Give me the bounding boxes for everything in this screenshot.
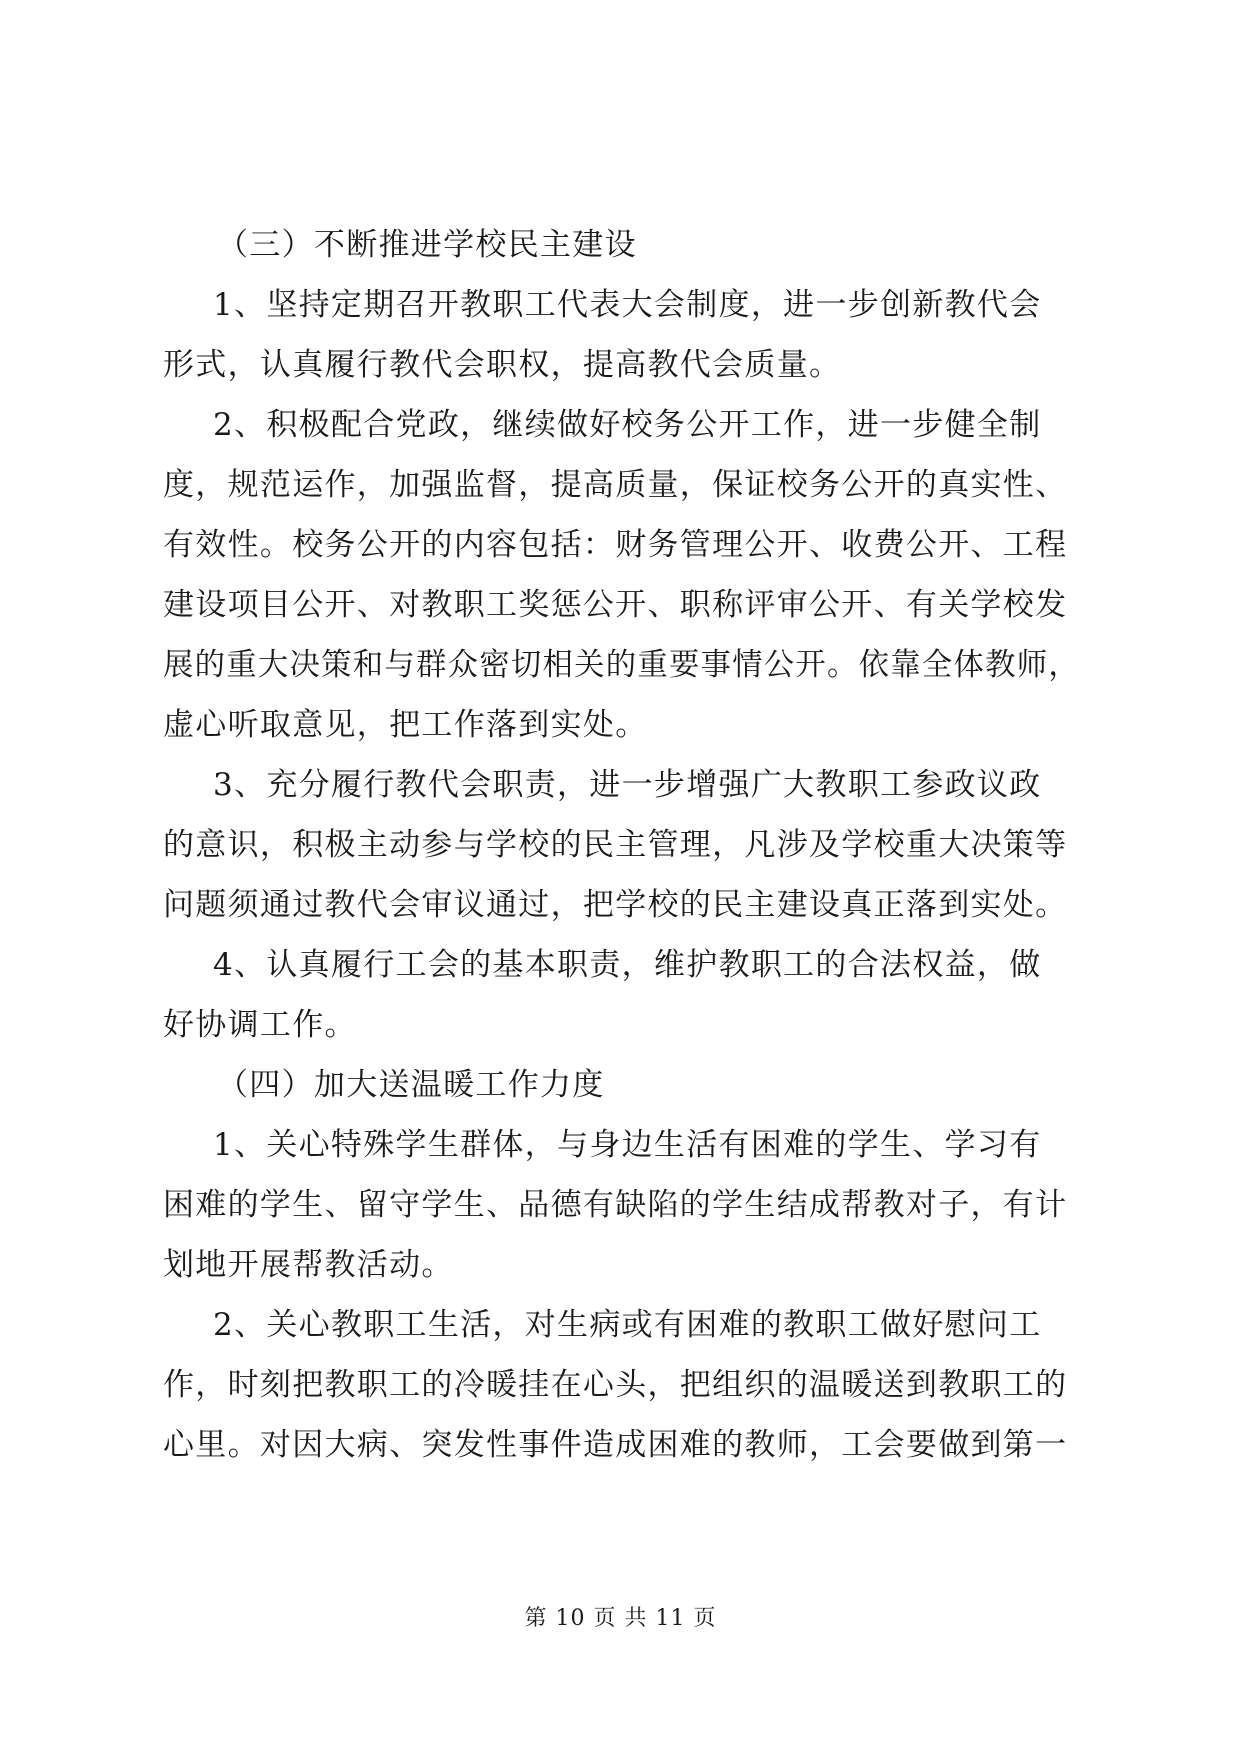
paragraph-line: 2、关心教职工生活，对生病或有困难的教职工做好慰问工 bbox=[213, 1307, 1042, 1343]
paragraph-line: 展的重大决策和与群众密切相关的重要事情公开。依靠全体教师， bbox=[163, 647, 1081, 683]
paragraph-line: 作，时刻把教职工的冷暖挂在心头，把组织的温暖送到教职工的 bbox=[163, 1367, 1068, 1403]
paragraph-line: 问题须通过教代会审议通过，把学校的民主建设真正落到实处。 bbox=[163, 887, 1068, 923]
paragraph-line: 3、充分履行教代会职责，进一步增强广大教职工参政议政 bbox=[213, 767, 1042, 803]
paragraph-line: 1、关心特殊学生群体，与身边生活有困难的学生、学习有 bbox=[213, 1127, 1042, 1163]
paragraph-line: 好协调工作。 bbox=[163, 1007, 357, 1043]
section-heading-4: （四）加大送温暖工作力度 bbox=[217, 1067, 605, 1103]
page-number-footer: 第 10 页 共 11 页 bbox=[524, 1606, 717, 1631]
paragraph-line: 虚心听取意见，把工作落到实处。 bbox=[163, 707, 648, 743]
paragraph-line: 形式，认真履行教代会职权，提高教代会质量。 bbox=[163, 347, 842, 383]
paragraph-line: 4、认真履行工会的基本职责，维护教职工的合法权益，做 bbox=[213, 947, 1042, 983]
paragraph-line: 划地开展帮教活动。 bbox=[163, 1247, 454, 1283]
section-heading-3: （三）不断推进学校民主建设 bbox=[217, 227, 637, 263]
paragraph-line: 困难的学生、留守学生、品德有缺陷的学生结成帮教对子，有计 bbox=[163, 1187, 1068, 1223]
paragraph-line: 心里。对因大病、突发性事件造成困难的教师，工会要做到第一 bbox=[163, 1427, 1068, 1463]
paragraph-line: 2、积极配合党政，继续做好校务公开工作，进一步健全制 bbox=[213, 407, 1042, 443]
paragraph-line: 1、坚持定期召开教职工代表大会制度，进一步创新教代会 bbox=[213, 287, 1042, 323]
paragraph-line: 建设项目公开、对教职工奖惩公开、职称评审公开、有关学校发 bbox=[163, 587, 1068, 623]
paragraph-line: 的意识，积极主动参与学校的民主管理，凡涉及学校重大决策等 bbox=[163, 827, 1068, 863]
paragraph-line: 度，规范运作，加强监督，提高质量，保证校务公开的真实性、 bbox=[163, 467, 1068, 503]
paragraph-line: 有效性。校务公开的内容包括：财务管理公开、收费公开、工程 bbox=[163, 527, 1068, 563]
